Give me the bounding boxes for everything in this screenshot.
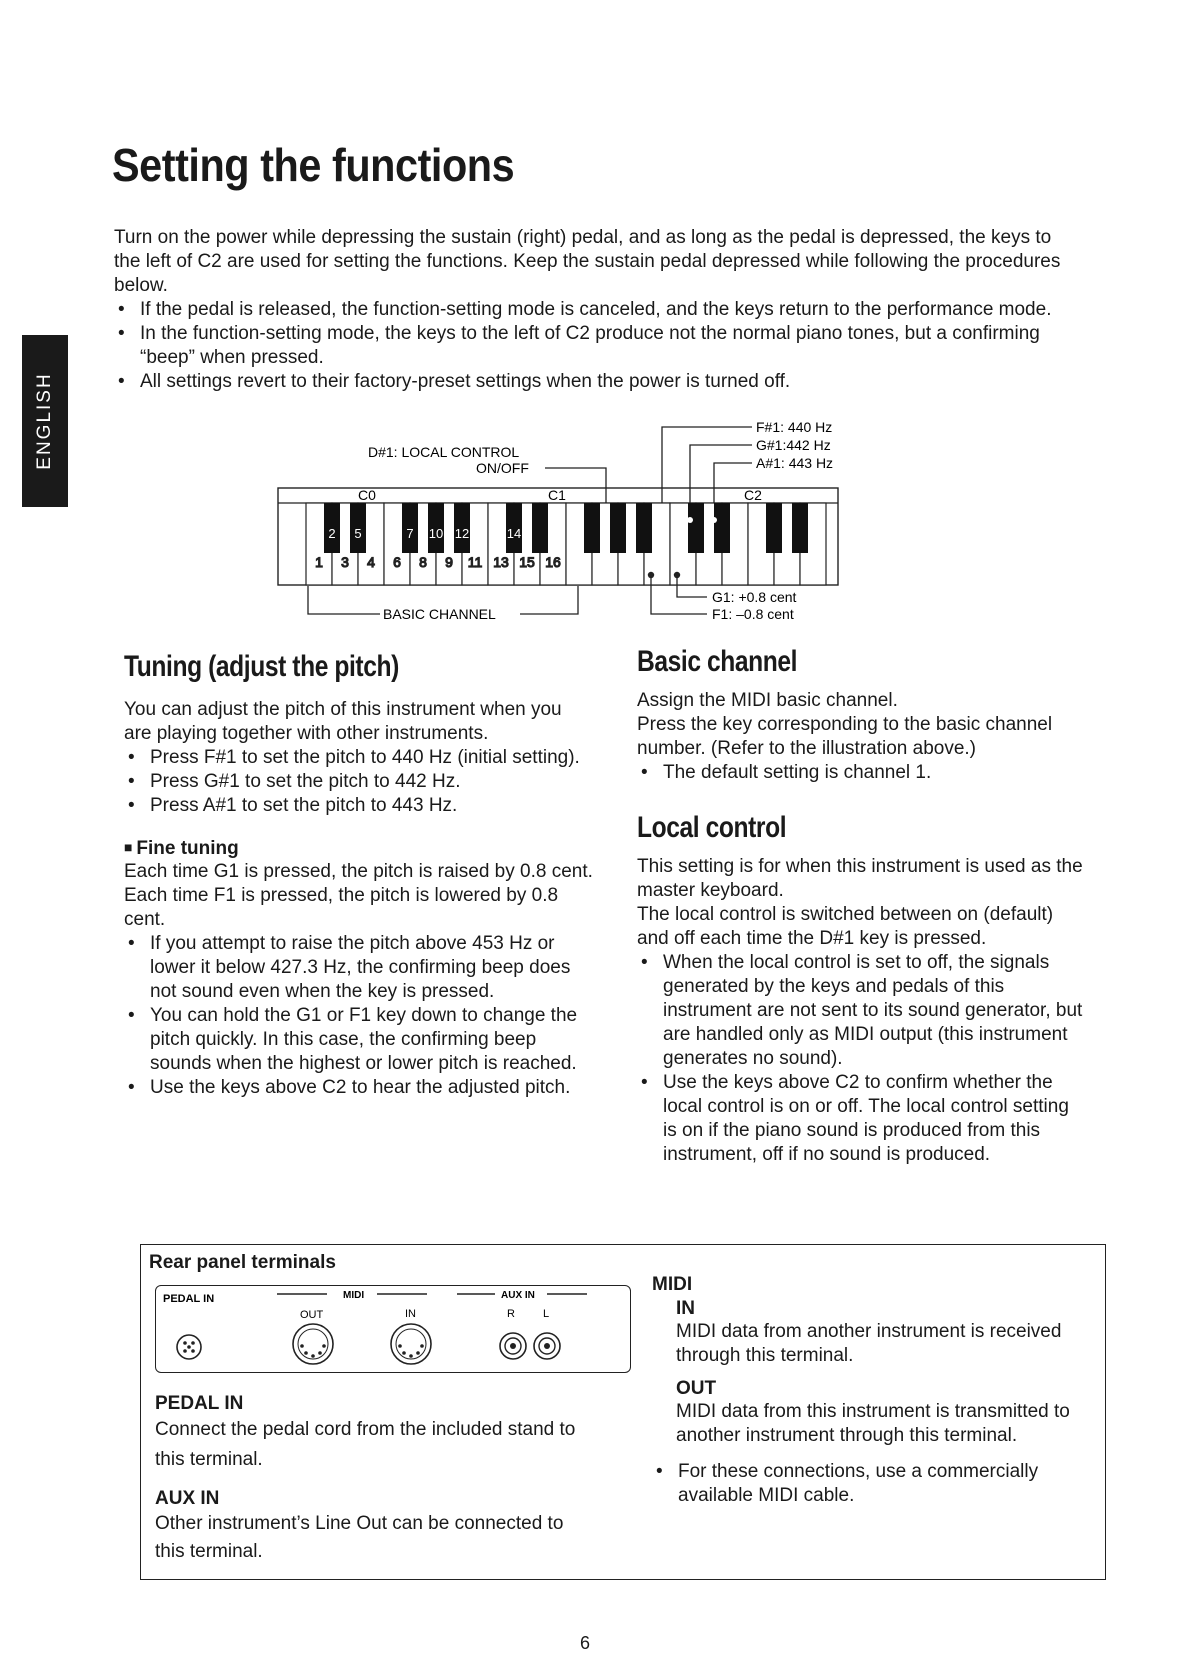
midi-in-text: MIDI data from another instrument is received through this terminal. — [676, 1321, 1062, 1366]
midi-in-heading: IN — [676, 1298, 695, 1319]
pedal-in-text: Connect the pedal cord from the included stand to this terminal. — [155, 1419, 576, 1470]
midi-in-panel-label: IN — [405, 1308, 416, 1320]
white-key-number: 13 — [493, 554, 509, 570]
c0-label: C0 — [358, 487, 376, 503]
local-control-label: D#1: LOCAL CONTROL — [368, 444, 520, 460]
white-key-number: 1 — [315, 554, 323, 570]
midi-heading: MIDI — [652, 1274, 693, 1295]
as-label: A#1: 443 Hz — [756, 455, 834, 471]
black-key-number: 12 — [454, 526, 470, 541]
list-item: • All settings revert to their factory-preset settings when the power is turned off. — [114, 370, 1074, 394]
page-title: Setting the functions — [112, 139, 515, 191]
midi-out-panel-label: OUT — [300, 1309, 324, 1321]
pedal-in-heading: PEDAL IN — [155, 1393, 244, 1414]
midi-out-heading: OUT — [676, 1378, 717, 1399]
list-item: • Press G#1 to set the pitch to 442 Hz. — [124, 770, 594, 794]
terminal-jacks — [155, 1280, 631, 1372]
tuning-section — [124, 650, 594, 1100]
list-item: • If you attempt to raise the pitch above 453 Hz or lower it below 427.3 Hz, the confirming beep does not sound even when the key is pressed. — [124, 932, 594, 1004]
basic-channel-bullets — [637, 761, 1087, 785]
f1-label: F1: –0.8 cent — [712, 606, 794, 622]
aux-in-section — [155, 1488, 575, 1566]
page-number: 6 — [580, 1633, 591, 1653]
fine-tuning-heading: ■ Fine tuning — [124, 838, 594, 860]
fs-label: F#1: 440 Hz — [756, 419, 833, 435]
aux-l-jack-icon — [534, 1333, 560, 1359]
black-key — [532, 503, 548, 553]
black-key — [636, 503, 652, 553]
pedal-in-section — [155, 1393, 605, 1475]
black-key — [610, 503, 626, 553]
black-key — [714, 503, 730, 553]
black-key — [584, 503, 600, 553]
aux-r-jack-icon — [500, 1333, 526, 1359]
basic-channel-p1: Assign the MIDI basic channel. — [637, 690, 898, 711]
c1-label: C1 — [548, 487, 566, 503]
c2-label: C2 — [744, 487, 762, 503]
rear-panel-heading: Rear panel terminals — [149, 1252, 336, 1273]
black-key-number: 14 — [506, 526, 522, 541]
white-key-number: 4 — [367, 554, 375, 570]
fine-tuning-p2: Each time F1 is pressed, the pitch is lowered by 0.8 cent. — [124, 885, 559, 930]
list-item: • Press F#1 to set the pitch to 440 Hz (initial setting). — [124, 746, 594, 770]
basic-channel-heading: Basic channel — [637, 645, 798, 678]
midi-in-jack-icon — [391, 1324, 431, 1364]
black-key — [688, 503, 704, 553]
local-control-heading: Local control — [637, 811, 787, 844]
midi-out-text: MIDI data from this instrument is transmitted to another instrument through this terminal. — [676, 1401, 1070, 1446]
white-key-number: 16 — [545, 554, 561, 570]
black-key-number: 7 — [406, 526, 414, 541]
pedal-in-jack-icon — [177, 1335, 201, 1359]
list-item: • If the pedal is released, the function-setting mode is canceled, and the keys return to the performance mode. — [114, 298, 1074, 322]
local-control-p1: This setting is for when this instrument is used as the master keyboard. — [637, 856, 1083, 901]
tuning-heading: Tuning (adjust the pitch) — [124, 650, 399, 683]
fine-tuning-p1: Each time G1 is pressed, the pitch is raised by 0.8 cent. — [124, 861, 593, 882]
midi-panel-label: MIDI — [343, 1290, 365, 1301]
white-keys — [306, 503, 826, 585]
aux-in-heading: AUX IN — [155, 1488, 220, 1509]
black-key-number: 2 — [328, 526, 336, 541]
keyboard-diagram — [0, 0, 1179, 640]
list-item: • In the function-setting mode, the keys to the left of C2 produce not the normal piano tones, but a confirming “beep” when pressed. — [114, 322, 1074, 370]
white-key-number: 9 — [445, 554, 453, 570]
basic-channel-p2: Press the key corresponding to the basic channel number. (Refer to the illustration above.) — [637, 714, 1053, 759]
tuning-paragraph: You can adjust the pitch of this instrument when you are playing together with other instruments. — [124, 699, 562, 744]
midi-out-jack-icon — [293, 1324, 333, 1364]
basic-channel-label: BASIC CHANNEL — [383, 606, 496, 622]
white-key-number: 15 — [519, 554, 535, 570]
list-item: • Use the keys above C2 to confirm whether the local control is on or off. The local control setting is on if the piano sound is produced from this instrument, off if no sound is produced. — [637, 1071, 1087, 1167]
white-key-number: 11 — [467, 554, 483, 570]
fine-tuning-bullets — [124, 932, 594, 1100]
gs-label: G#1:442 Hz — [756, 437, 831, 453]
aux-in-panel-label: AUX IN — [501, 1290, 535, 1301]
aux-l-label: L — [543, 1308, 550, 1320]
local-control-p2: The local control is switched between on (default) and off each time the D#1 key is pressed. — [637, 904, 1054, 949]
local-control-bullets — [637, 951, 1087, 1167]
white-key-number: 3 — [341, 554, 349, 570]
aux-in-text: Other instrument’s Line Out can be connected to this terminal. — [155, 1513, 564, 1562]
pedal-in-panel-label: PEDAL IN — [163, 1293, 215, 1305]
black-key-number: 10 — [428, 526, 444, 541]
list-item: • When the local control is set to off, the signals generated by the keys and pedals of this instrument are not sent to its sound generator, but are handled only as MIDI output (this instrument generates no sound). — [637, 951, 1087, 1071]
g1-label: G1: +0.8 cent — [712, 589, 797, 605]
midi-bullets — [652, 1460, 1092, 1508]
language-tab-label: ENGLISH — [34, 372, 55, 470]
list-item: • Press A#1 to set the pitch to 443 Hz. — [124, 794, 594, 818]
local-control-onoff-label: ON/OFF — [476, 460, 529, 476]
right-column — [637, 645, 1087, 1167]
list-item: • Use the keys above C2 to hear the adjusted pitch. — [124, 1076, 594, 1100]
midi-section — [652, 1274, 1092, 1508]
white-key-number: 8 — [419, 554, 427, 570]
black-key-number: 5 — [354, 526, 362, 541]
aux-r-label: R — [507, 1308, 515, 1320]
black-key — [766, 503, 782, 553]
white-key-number: 6 — [393, 554, 401, 570]
list-item: • For these connections, use a commercially available MIDI cable. — [652, 1460, 1092, 1508]
list-item: • The default setting is channel 1. — [637, 761, 1087, 785]
list-item: • You can hold the G1 or F1 key down to change the pitch quickly. In this case, the confirming beep sounds when the highest or lower pitch is reached. — [124, 1004, 594, 1076]
intro-paragraph: Turn on the power while depressing the sustain (right) pedal, and as long as the pedal is depressed, the keys to the left of C2 are used for setting the functions. Keep the sustain pedal depressed while following the procedures below. — [114, 227, 1061, 296]
black-key — [792, 503, 808, 553]
tuning-bullets — [124, 746, 594, 818]
